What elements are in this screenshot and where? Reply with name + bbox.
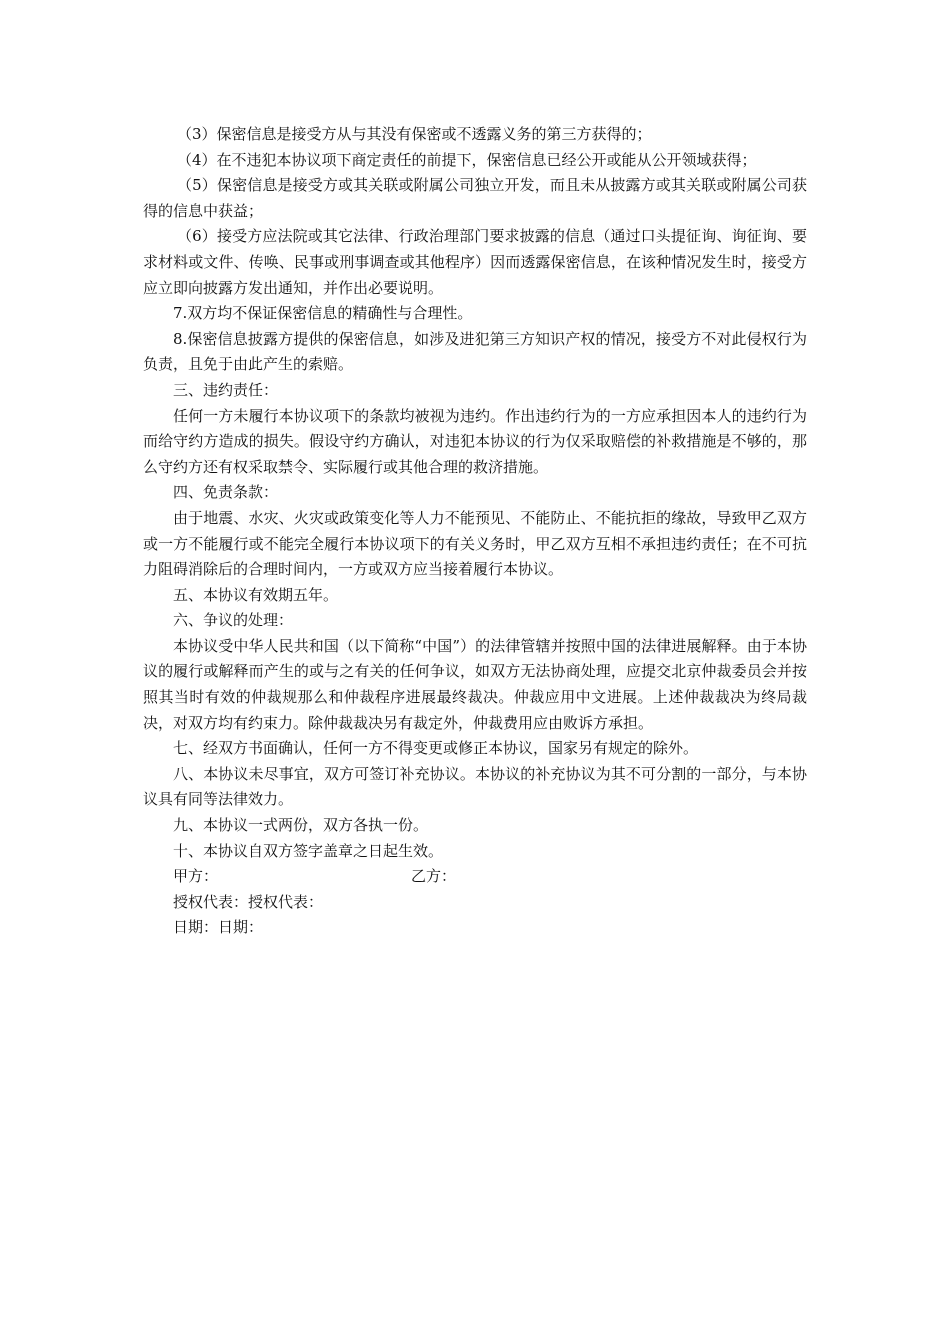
signature-representative-row bbox=[143, 890, 807, 916]
section-amendment: 七、经双方书面确认，任何一方不得变更或修正本协议，国家另有规定的除外。 bbox=[173, 739, 699, 758]
breach-paragraph: 任何一方未履行本协议项下的条款均被视为违约。作出违约行为的一方应承担因本人的违约行为而给守约方造成的损失。假设守约方确认，对违犯本协议的行为仅采取赔偿的补救措施是不够的，那么守约方还有权采取禁令、实际履行或其他合理的救济措施。 bbox=[143, 406, 807, 476]
clause-8: 8.保密信息披露方提供的保密信息，如涉及进犯第三方知识产权的情况，接受方不对此侵权行为负责，且免于由此产生的索赔。 bbox=[143, 329, 807, 374]
document-page bbox=[143, 122, 807, 941]
clause-item-6: （6）接受方应法院或其它法律、行政治理部门要求披露的信息（通过口头提征询、询征询、要求材料或文件、传唤、民事或刑事调查或其他程序）因而透露保密信息，在该种情况发生时，接受方应立即向披露方发出通知，并作出必要说明。 bbox=[143, 227, 807, 297]
party-a-label: 甲方： bbox=[173, 867, 219, 886]
clause-item-3: （3）保密信息是接受方从与其没有保密或不透露义务的第三方获得的； bbox=[177, 125, 652, 143]
section-heading-exemption: 四、免责条款： bbox=[173, 483, 279, 502]
clause-7: 7.双方均不保证保密信息的精确性与合理性。 bbox=[173, 304, 473, 323]
section-supplement: 八、本协议未尽事宜，双方可签订补充协议。本协议的补充协议为其不可分割的一部分，与本协议具有同等法律效力。 bbox=[143, 764, 807, 809]
signature-date-row bbox=[143, 915, 807, 941]
dispute-paragraph: 本协议受中华人民共和国（以下简称“中国”）的法律管辖并按照中国的法律进展解释。由于本协议的履行或解释而产生的或与之有关的任何争议，如双方无法协商处理，应提交北京仲裁委员会并按照其当时有效的仲裁规那么和仲裁程序进展最终裁决。仲裁应用中文进展。上述仲裁裁决为终局裁决，对双方均有约束力。除仲裁裁决另有裁定外，仲裁费用应由败诉方承担。 bbox=[143, 636, 807, 732]
section-heading-breach: 三、违约责任： bbox=[173, 380, 279, 399]
exemption-paragraph: 由于地震、水灾、火灾或政策变化等人力不能预见、不能防止、不能抗拒的缘故，导致甲乙双方或一方不能履行或不能完全履行本协议项下的有关义务时，甲乙双方互相不承担违约责任；在不可抗力阻碍消除后的合理时间内，一方或双方应当接着履行本协议。 bbox=[143, 508, 807, 579]
date-label: 日期：日期： bbox=[173, 918, 264, 937]
clause-item-4: （4）在不违犯本协议项下商定责任的前提下，保密信息已经公开或能从公开领域获得； bbox=[177, 150, 757, 169]
section-heading-dispute: 六、争议的处理： bbox=[173, 611, 294, 630]
section-effective: 十、本协议自双方签字盖章之日起生效。 bbox=[173, 841, 444, 860]
representative-label: 授权代表：授权代表： bbox=[173, 892, 324, 911]
signature-parties-row bbox=[143, 864, 807, 890]
clause-item-5: （5）保密信息是接受方或其关联或附属公司独立开发，而且未从披露方或其关联或附属公司获得的信息中获益； bbox=[143, 176, 807, 220]
section-validity: 五、本协议有效期五年。 bbox=[173, 585, 339, 604]
section-copies: 九、本协议一式两份，双方各执一份。 bbox=[173, 816, 429, 835]
party-b-label: 乙方： bbox=[411, 867, 457, 886]
